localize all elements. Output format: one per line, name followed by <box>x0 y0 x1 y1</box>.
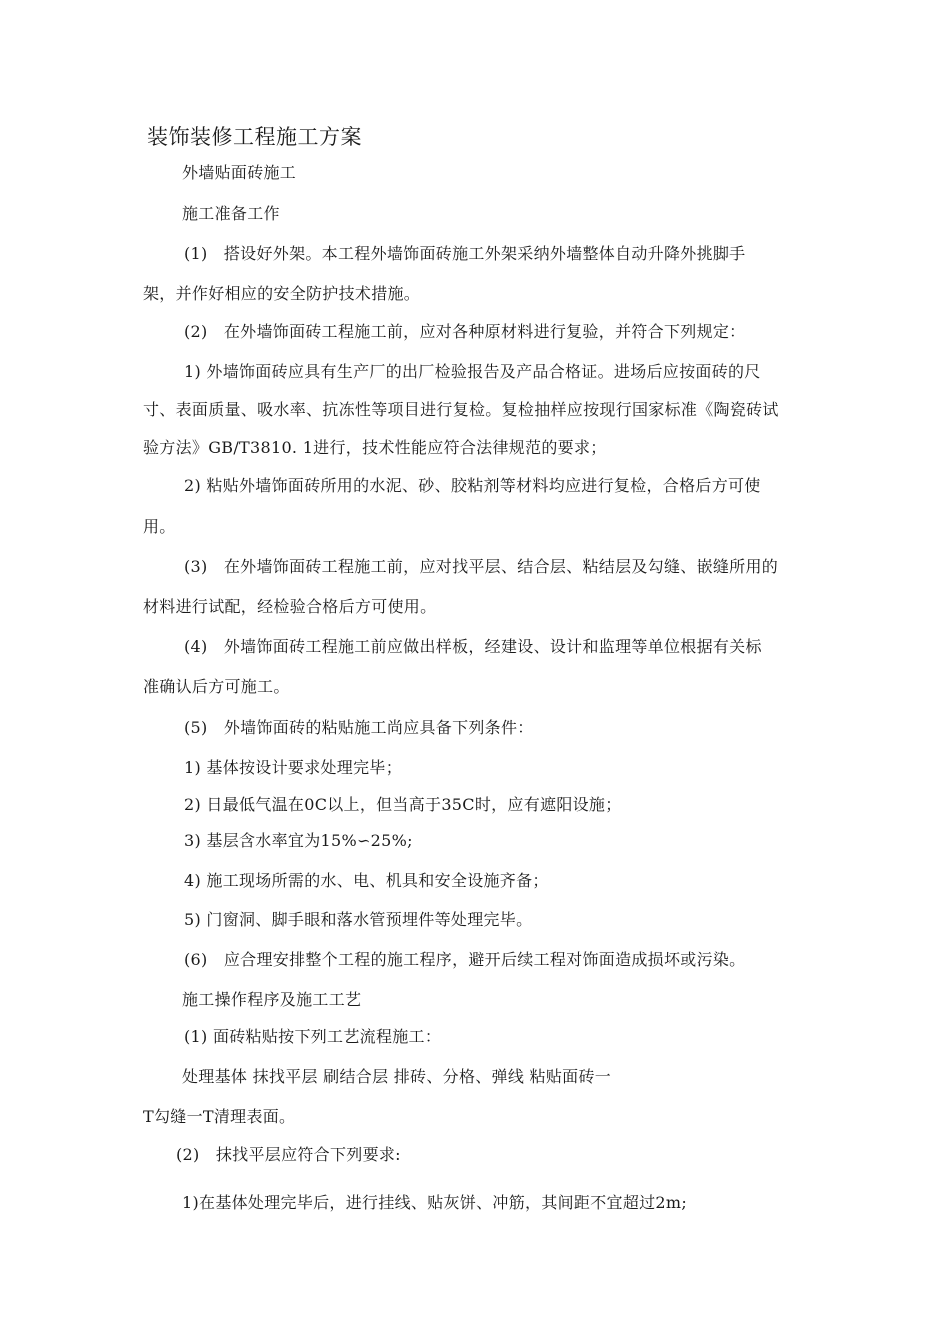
section-heading: 外墙贴面砖施工 <box>182 163 297 182</box>
list-item: 4) 施工现场所需的水、电、机具和安全设施齐备； <box>184 871 549 890</box>
paragraph-line: (6) 应合理安排整个工程的施工程序，避开后续工程对饰面造成损坏或污染。 <box>184 950 746 969</box>
paragraph-line: (2) 在外墙饰面砖工程施工前，应对各种原材料进行复验，并符合下列规定： <box>184 322 746 341</box>
process-flow-line: 处理基体 抹找平层 刷结合层 排砖、分格、弹线 粘贴面砖一 <box>182 1067 612 1086</box>
paragraph-line: 准确认后方可施工。 <box>143 677 290 696</box>
paragraph-line: 1) 外墙饰面砖应具有生产厂的出厂检验报告及产品合格证。进场后应按面砖的尺 <box>184 362 761 381</box>
list-item: 3) 基层含水率宜为15%∽25%; <box>184 831 413 850</box>
paragraph-line: 材料进行试配，经检验合格后方可使用。 <box>143 597 437 616</box>
paragraph-line: (1) 搭设好外架。本工程外墙饰面砖施工外架采纳外墙整体自动升降外挑脚手 <box>184 244 746 263</box>
list-item: 1)在基体处理完毕后，进行挂线、贴灰饼、冲筋，其间距不宜超过2m; <box>182 1193 688 1212</box>
paragraph-line: 寸、表面质量、吸水率、抗冻性等项目进行复检。复检抽样应按现行国家标准《陶瓷砖试 <box>143 400 779 419</box>
paragraph-line: 用。 <box>143 517 176 536</box>
process-flow-line: T勾缝一T清理表面。 <box>143 1107 296 1126</box>
paragraph-line: 2) 粘贴外墙饰面砖所用的水泥、砂、胶粘剂等材料均应进行复检，合格后方可使 <box>184 476 761 495</box>
subsection-heading-procedure: 施工操作程序及施工工艺 <box>182 990 362 1009</box>
paragraph-line: (1) 面砖粘贴按下列工艺流程施工： <box>184 1027 442 1046</box>
list-item: 2) 日最低气温在0C以上，但当高于35C时，应有遮阳设施； <box>184 795 622 814</box>
subsection-heading-preparation: 施工准备工作 <box>182 204 280 223</box>
paragraph-line: (3) 在外墙饰面砖工程施工前，应对找平层、结合层、粘结层及勾缝、嵌缝所用的 <box>184 557 779 576</box>
paragraph-line: 验方法》GB/T3810. 1进行，技术性能应符合法律规范的要求； <box>143 438 607 457</box>
list-item: 5) 门窗洞、脚手眼和落水管预埋件等处理完毕。 <box>184 910 533 929</box>
list-item: 1) 基体按设计要求处理完毕； <box>184 758 403 777</box>
document-title: 装饰装修工程施工方案 <box>147 125 362 149</box>
paragraph-line: (5) 外墙饰面砖的粘贴施工尚应具备下列条件： <box>184 718 534 737</box>
paragraph-line: (4) 外墙饰面砖工程施工前应做出样板，经建设、设计和监理等单位根据有关标 <box>184 637 762 656</box>
paragraph-line: (2) 抹找平层应符合下列要求: <box>176 1145 401 1164</box>
paragraph-line: 架，并作好相应的安全防护技术措施。 <box>143 284 421 303</box>
